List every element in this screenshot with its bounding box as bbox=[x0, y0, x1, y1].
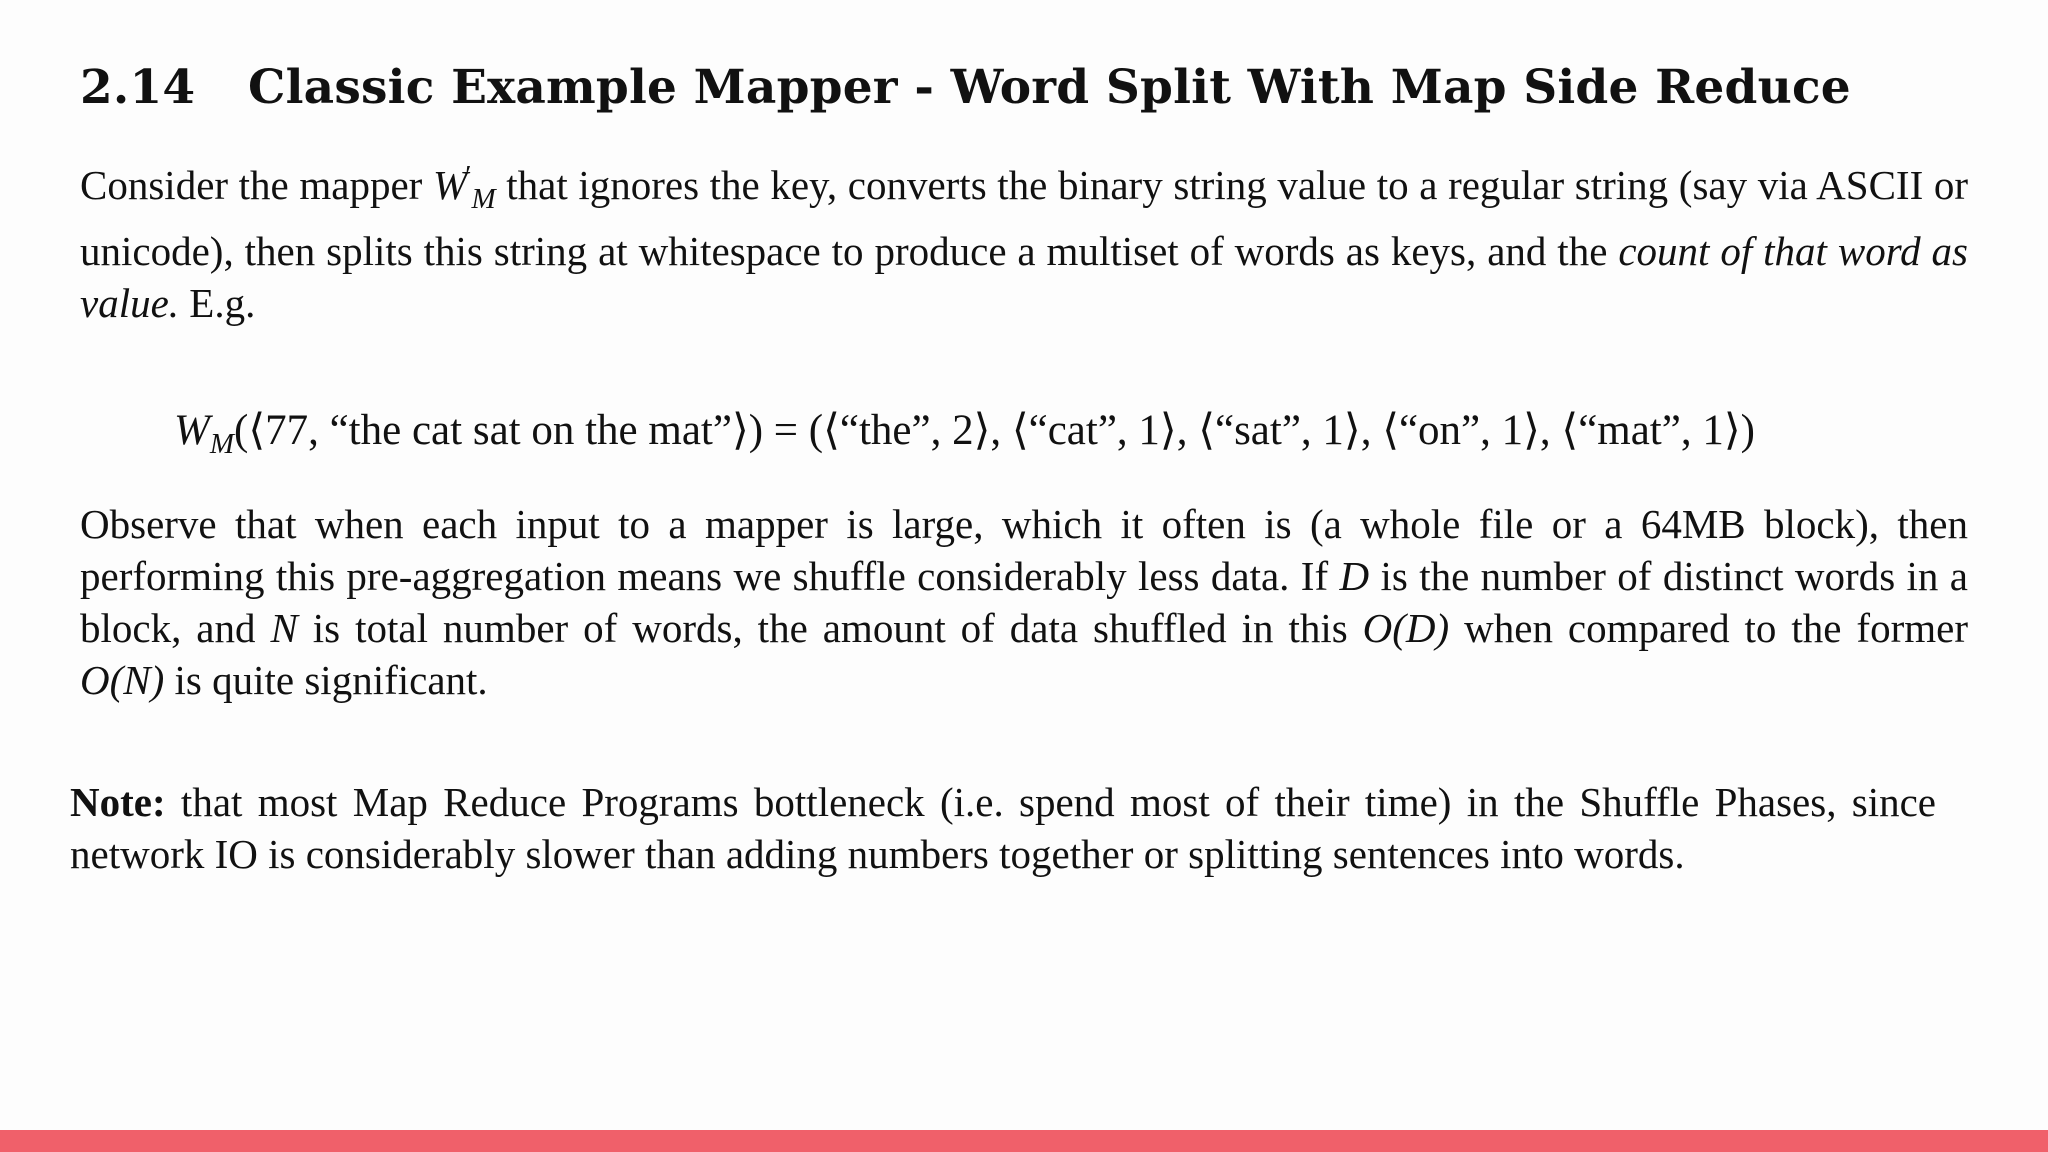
intro-text-before: Consider the mapper bbox=[80, 162, 433, 208]
note-paragraph bbox=[70, 776, 1936, 880]
mapper-symbol: W bbox=[432, 162, 468, 208]
intro-ending: E.g. bbox=[179, 280, 256, 326]
intro-paragraph bbox=[80, 150, 1968, 329]
observation-part-1: Observe that when each input to a mapper is large, which it often is (a whole file or a 64MB block), then performing this pre-aggregation means we shuffle considerably less data. If bbox=[80, 501, 1968, 599]
mapper-prime: ′ bbox=[465, 160, 472, 192]
section-heading bbox=[80, 58, 1851, 118]
equation-body: (⟨77, “the cat sat on the mat”⟩) = (⟨“the”, 2⟩, ⟨“cat”, 1⟩, ⟨“sat”, 1⟩, ⟨“on”, 1⟩, ⟨“mat”, 1⟩) bbox=[234, 407, 1755, 454]
mapper-subscript: M bbox=[471, 183, 496, 215]
intro-text-after: that ignores the key, converts the binary string value to a regular string (say via ASCII or unicode), then splits this string at whitespace to produce a multiset of words as keys, and the bbox=[80, 162, 1968, 274]
variable-n: N bbox=[270, 605, 298, 651]
observation-part-2: is the number of distinct words in a block, and bbox=[80, 553, 1968, 651]
section-title: Classic Example Mapper - Word Split With Map Side Reduce bbox=[248, 60, 1851, 115]
accent-bottom-bar bbox=[0, 1130, 2048, 1152]
note-label: Note: bbox=[70, 779, 166, 825]
note-text: that most Map Reduce Programs bottleneck (i.e. spend most of their time) in the Shuffle Phases, since network IO is considerably slower than adding numbers together or splitting sentences into words. bbox=[70, 779, 1936, 877]
equation-function-symbol: W bbox=[174, 407, 210, 454]
observation-part-4: when compared to the former bbox=[1449, 605, 1968, 651]
example-equation bbox=[174, 404, 1755, 471]
variable-d: D bbox=[1339, 553, 1370, 599]
big-o-n: O(N) bbox=[80, 657, 165, 703]
observation-part-3: is total number of words, the amount of data shuffled in this bbox=[297, 605, 1363, 651]
big-o-d: O(D) bbox=[1362, 605, 1450, 651]
equation-function-subscript: M bbox=[209, 428, 234, 460]
observation-paragraph bbox=[80, 498, 1968, 706]
intro-emphasis: count of that word as value. bbox=[80, 228, 1969, 326]
section-number: 2.14 bbox=[80, 60, 196, 115]
observation-part-5: is quite significant. bbox=[164, 657, 488, 703]
